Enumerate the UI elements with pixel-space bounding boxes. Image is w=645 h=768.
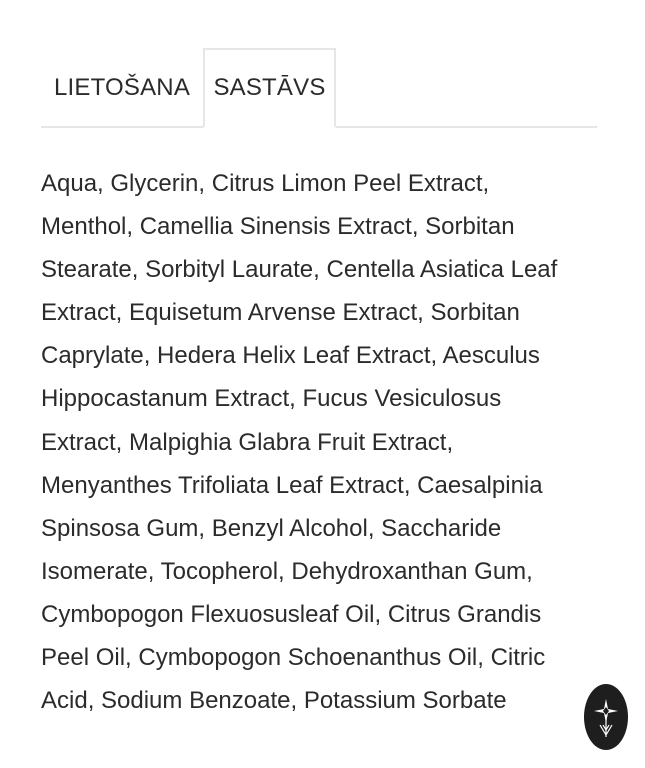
tab-bar [41, 48, 597, 128]
brand-badge-button[interactable] [584, 684, 628, 750]
tab-sastavs[interactable] [203, 48, 336, 128]
ingredients-text: Aqua, Glycerin, Citrus Limon Peel Extract, Menthol, Camellia Sinensis Extract, Sorbitan Stearate, Sorbityl Laurate, Centella Asiatica Leaf Extract, Equisetum Arvense Extract, Sorbitan Caprylate, Hedera Helix Leaf Extract, Aesculus Hippocastanum Extract, Fucus Vesiculosus Extract, Malpighia Glabra Fruit Extract, Menyanthes Trifoliata Leaf Extract, Caesalpinia Spinsosa Gum, Benzyl Alcohol, Saccharide Isomerate, Tocopherol, Dehydroxanthan Gum, Cymbopogon Flexuosusleaf Oil, Citrus Grandis Peel Oil, Cymbopogon Schoenanthus Oil, Citric Acid, Sodium Benzoate, Potassium Sorbate [41, 170, 558, 715]
brand-logo-icon [591, 695, 621, 739]
tab-lietosana-label: LIETOŠANA [53, 74, 191, 101]
tab-lietosana[interactable] [41, 48, 203, 128]
tab-sastavs-label: SASTĀVS [213, 74, 326, 101]
